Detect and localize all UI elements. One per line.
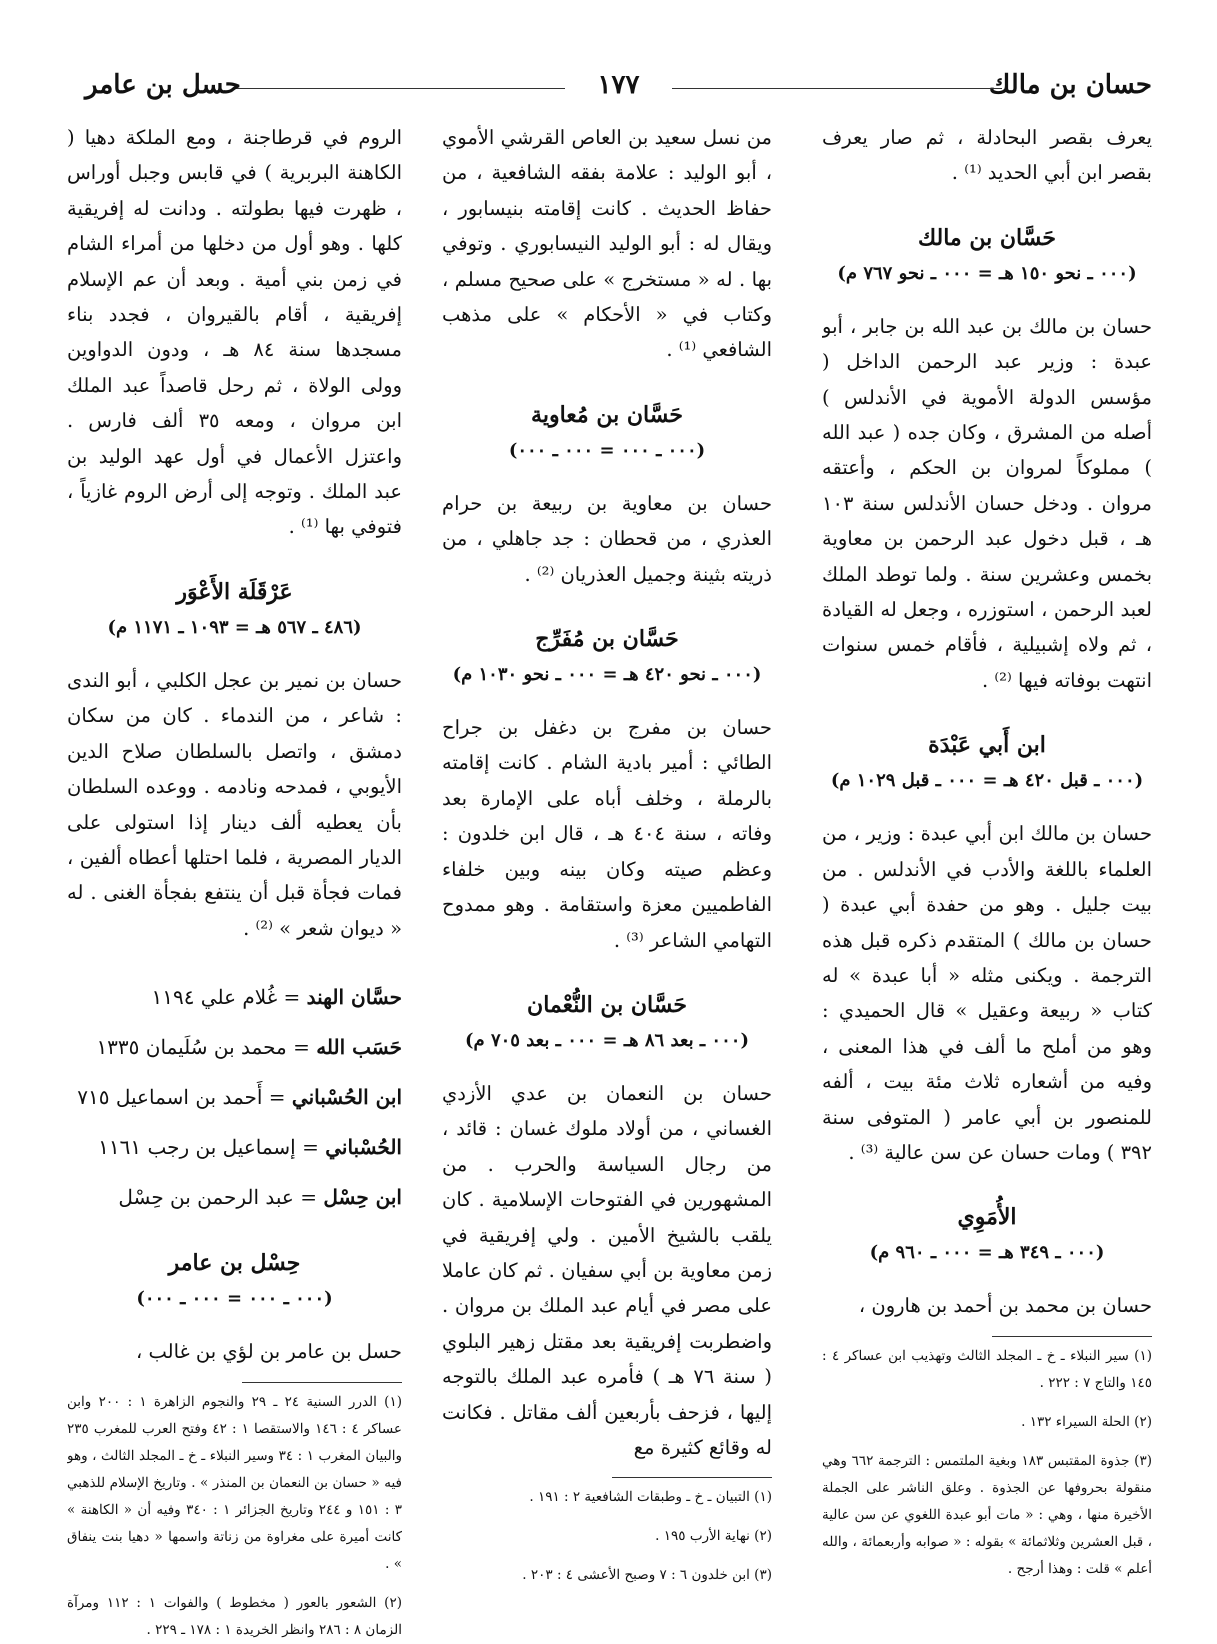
footnote: (١) سير النبلاء ـ خ ـ المجلد الثالث وتهذيب ابن عساكر ٤ : ١٤٥ والتاج ٧ : ٢٢٢ . [822,1347,1152,1391]
entry-title: عَرْقَلَة الأَعْوَر [176,578,293,605]
cross-ref-target: = عبد الرحمن بن حِسْل [118,1185,317,1210]
col3-intro: الروم في قرطاجنة ، ومع الملكة دهيا ( الكاهنة البربرية ) في قابس وجبل أوراس ، ظهرت فيها بطولته . ودانت له إفريقية كلها . وهو أول من دخلها من أمراء الشام في زمن بني أمية . وبعد أن عم الإسلام إفريقية ، أقام بالقيروان ، فجدد بناء مسجدها سنة ٨٤ هـ ، ودون الدواوين وولى الولاة ، ثم رحل قاصداً عبد الملك ابن مروان ، ومعه ٣٥ ألف فارس . واعتزل الأعمال في أول عهد الوليد بن عبد الملك . وتوجه إلى أرض الروم غازياً ، فتوفي بها ⁽¹⁾ . [67,126,402,539]
cross-reference [67,1128,402,1166]
footnote: (٣) جذوة المقتبس ١٨٣ وبغية الملتمس : الترجمة ٦٦٢ وهي منقولة بحروفها عن الجذوة . وعلق الناشر على الجملة الأخيرة منها ، وهي : « مات أبو عبدة اللغوي عن سن عالية ، قبل العشرين وثلاثمائة » بقوله : « صوابه وأربعمائة ، والله أعلم » قلت : وهذا أرجح . [822,1452,1152,1577]
page-number: ١٧٧ [597,70,640,100]
cross-reference [67,1028,402,1066]
cross-reference [67,1178,402,1216]
entry-dates: (٤٨٦ ـ ٥٦٧ هـ = ١٠٩٣ ـ ١١٧١ م) [107,616,362,638]
entry-title: حَسَّان بن مُفَرِّج [535,626,679,653]
cross-reference [67,978,402,1016]
footnote-rule [242,1382,402,1383]
entry-body: حسان بن نمير بن عجل الكلبي ، أبو الندى : شاعر ، من الندماء . كان من سكان دمشق ، واتصل بالسلطان صلاح الدين الأيوبي ، فمدحه ونادمه . ووعده السلطان بأن يعطيه ألف دينار إذا استولى على الديار المصرية ، فلما احتلها أعطاه ألفين ، فمات فجأة قبل أن ينتفع بفجأة الغنى . له « ديوان شعر » ⁽²⁾ . [67,668,402,940]
footnote: (٢) الحلة السيراء ١٣٢ . [1021,1413,1152,1430]
entry-dates: (٠٠٠ ـ قبل ٤٢٠ هـ = ٠٠٠ ـ قبل ١٠٢٩ م) [830,770,1144,792]
header-right-title: حسان بن مالك [988,70,1152,100]
header-rule-left [235,88,565,89]
cross-ref-target: = غُلام علي ١١٩٤ [151,985,301,1010]
entry-dates: (٠٠٠ ـ نحو ٤٢٠ هـ = ٠٠٠ ـ نحو ١٠٣٠ م) [452,664,762,686]
page-header [85,70,1152,110]
footnote: (١) التبيان ـ خ ـ وطبقات الشافعية ٢ : ١٩١ . [529,1489,772,1506]
entry-dates: (٠٠٠ ـ بعد ٨٦ هـ = ٠٠٠ ـ بعد ٧٠٥ م) [465,1029,749,1051]
footnote: (١) الدرر السنية ٢٤ ـ ٢٩ والنجوم الزاهرة ١ : ٢٠٠ وابن عساكر ٤ : ١٤٦ والاستقصا ١ : ٤٢ وفتح العرب للمغرب ٢٣٥ والبيان المغرب ١ : ٣٤ وسير النبلاء ـ خ ـ المجلد الثالث ، وهو فيه « حسان بن النعمان بن المنذر » . وتاريخ الإسلام للذهبي ٣ : ١٥١ و ٢٤٤ وتاريخ الجزائر ١ : ٣٤٠ وفيه أن « الكاهنة » كانت أميرة على مغراوة من زناتة واسمها « دهيا بنت ينفاق » . [67,1393,402,1572]
header-rule-right [672,88,1002,89]
spacer [67,958,402,978]
cross-ref-name: حسَّان الهند [306,985,402,1010]
entry-dates: (٠٠٠ ـ ٠٠٠ = ٠٠٠ ـ ٠٠٠) [508,439,706,461]
column-left [67,120,402,1640]
entry-body: حسل بن عامر بن لؤي بن غالب ، [135,1340,402,1364]
entry-dates: (٠٠٠ ـ نحو ١٥٠ هـ = ٠٠٠ ـ نحو ٧٦٧ م) [837,262,1137,284]
header-left-title: حسل بن عامر [85,70,241,100]
cross-ref-name: حَسَب الله [316,1035,402,1060]
cross-ref-name: ابن الحُسْباني [291,1085,402,1110]
footnote: (٢) نهاية الأرب ١٩٥ . [655,1528,772,1545]
cross-reference [67,1078,402,1116]
entry-title: حَسَّان بن مالك [917,224,1056,251]
entry-title: ابن أَبي عَبْدَة [928,732,1046,759]
entry-dates: (٠٠٠ ـ ٣٤٩ هـ = ٠٠٠ ـ ٩٦٠ م) [869,1242,1105,1264]
cross-ref-target: = محمد بن سُلَيمان ١٣٣٥ [96,1035,310,1060]
col1-intro: يعرف بقصر البحادلة ، ثم صار يعرف بقصر ابن أبي الحديد ⁽¹⁾ . [822,126,1152,185]
cross-ref-target: = إسماعيل بن رجب ١١٦١ [98,1135,319,1160]
entry-title: حِسْل بن عامر [168,1250,301,1277]
footnote-rule [612,1477,772,1478]
entry-body: حسان بن معاوية بن ربيعة بن حرام العذري ، من قحطان : جد جاهلي ، من ذريته بثينة وجميل العذريان ⁽²⁾ . [442,491,772,586]
cross-ref-target: = أَحمد بن اسماعيل ٧١٥ [77,1085,286,1110]
cross-ref-name: الحُسْباني [325,1135,402,1160]
footnote: (٢) الشعور بالعور ( مخطوط ) والفوات ١ : ١١٢ ومرآة الزمان ٨ : ٢٨٦ وانظر الخريدة ١ : ١٧٨ ـ ٢٢٩ . [67,1594,402,1638]
entry-title: الأُمَوِي [957,1204,1017,1231]
col2-intro: من نسل سعيد بن العاص القرشي الأموي ، أبو الوليد : علامة بفقه الشافعية ، من حفاظ الحديث . كانت إقامته بنيسابور ، ويقال له : أبو الوليد النيسابوري . وتوفي بها . له « مستخرج » على صحيح مسلم ، وكتاب في « الأحكام » على مذهب الشافعي ⁽¹⁾ . [442,126,772,362]
entry-body: حسان بن محمد بن أحمد بن هارون ، [858,1294,1152,1318]
entry-title: حَسَّان بن مُعاوية [531,401,683,428]
entry-body: حسان بن مفرج بن دغفل بن جراح الطائي : أمير بادية الشام . كانت إقامته بالرملة ، وخلف أباه على الإمارة بعد وفاته ، سنة ٤٠٤ هـ ، قال ابن خلدون : وعظم صيته وكان بينه وبين خلفاء الفاطميين معزة واستقامة . وهو ممدوح التهامي الشاعر ⁽³⁾ . [442,716,772,952]
footnote-rule [992,1336,1152,1337]
cross-ref-name: ابن حِسْل [323,1185,402,1210]
entry-dates: (٠٠٠ ـ ٠٠٠ = ٠٠٠ ـ ٠٠٠) [136,1288,333,1310]
entry-body: حسان بن مالك بن عبد الله بن جابر ، أبو عبدة : وزير عبد الرحمن الداخل ( مؤسس الدولة الأموية في الأندلس ) أصله من المشرق ، وكان جده ( عبد الله ) مملوكاً لمروان بن الحكم ، وأعتقه مروان . ودخل حسان الأندلس سنة ١٠٣ هـ ، قبل دخول عبد الرحمن بن معاوية بخمس وعشرين سنة . ولما توطد الملك لعبد الرحمن ، استوزره ، وجعل له القيادة ، ثم ولاه إشبيلية ، فأقام خمس سنوات انتهت بوفاته فيها ⁽²⁾ . [822,314,1152,692]
entry-body: حسان بن مالك ابن أبي عبدة : وزير ، من العلماء باللغة والأدب في الأندلس . من بيت جليل . وهو من حفدة أبي عبدة ( حسان بن مالك ) المتقدم ذكره قبل هذه الترجمة . ويكنى مثله « أبا عبدة » له كتاب « ربيعة وعقيل » قال الحميدي : وهو من أملح ما ألف في هذا المعنى ، وفيه من أشعاره ثلاث مئة بيت ، ألفه للمنصور بن أبي عامر ( المتوفى سنة ٣٩٢ ) ومات حسان عن سن عالية ⁽³⁾ . [822,822,1152,1164]
entry-body: حسان بن النعمان بن عدي الأزدي الغساني ، من أولاد ملوك غسان : قائد ، من رجال السياسة والحرب . من المشهورين في الفتوحات الإسلامية . كان يلقب بالشيخ الأمين . ولي إفريقية في زمن معاوية بن أبي سفيان . ثم كان عاملا على مصر في أيام عبد الملك بن مروان . واضطربت إفريقية بعد مقتل زهير البلوي ( سنة ٧٦ هـ ) فأمره عبد الملك بالتوجه إليها ، فزحف بأربعين ألف مقاتل . فكانت له وقائع كثيرة مع [442,1081,772,1459]
column-middle [442,120,772,1640]
column-right [822,120,1152,1640]
entry-title: حَسَّان بن النُّعْمان [527,991,687,1018]
footnote: (٣) ابن خلدون ٦ : ٧ وصبح الأعشى ٤ : ٢٠٣ . [522,1567,772,1584]
